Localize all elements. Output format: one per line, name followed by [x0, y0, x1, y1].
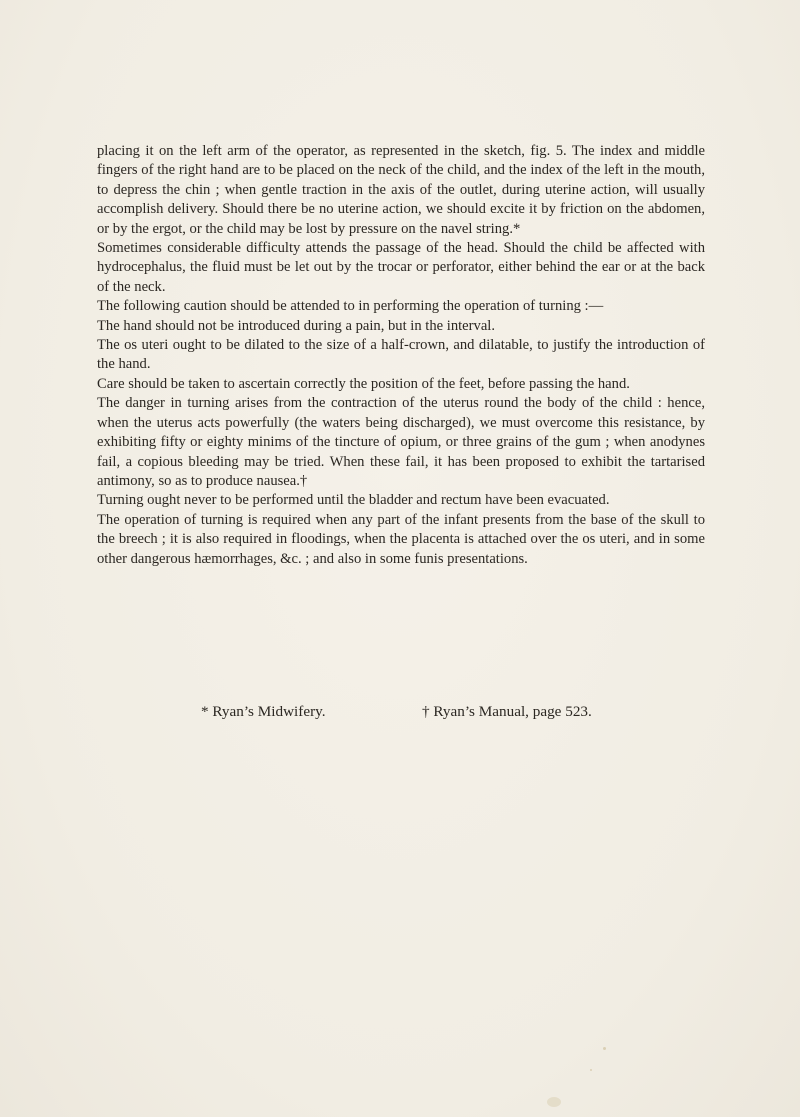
paragraph-2: Sometimes considerable difficulty attends the passage of the head. Should the child be affected with hydrocephalus, the fluid must be let out by the trocar or perforator, either behind the ear or at the back of the neck.	[97, 240, 705, 295]
paper-speck	[603, 1047, 606, 1050]
paragraph-8: Turning ought never to be performed until the bladder and rectum have been evacuated.	[97, 492, 610, 509]
paragraph-6: Care should be taken to ascertain correctly the position of the feet, before passing the hand.	[97, 375, 630, 392]
paragraph-1: placing it on the left arm of the operator, as represented in the sketch, fig. 5. The index and middle fingers of the right hand are to be placed on the neck of the child, and the index of the left in the mouth, to depress the chin ; when gentle traction in the axis of the outlet, during uterine action, will usually accomplish delivery. Should there be no uterine action, we should excite it by friction on the abdomen, or by the ergot, or the child may be lost by pressure on the navel string.*	[97, 143, 705, 237]
footnotes	[0, 703, 800, 725]
paragraph-3: The following caution should be attended to in performing the operation of turning :—	[97, 298, 604, 315]
footnote-ryans-manual: † Ryan’s Manual, page 523.	[422, 703, 592, 720]
body-text	[97, 142, 705, 569]
paragraph-4: The hand should not be introduced during a pain, but in the interval.	[97, 317, 495, 334]
paper-speck	[547, 1097, 561, 1107]
paragraph-9: The operation of turning is required when any part of the infant presents from the base of the skull to the breech ; it is also required in floodings, when the placenta is attached over the os uteri, and in some other dangerous hæmorrhages, &c. ; and also in some funis presentations.	[97, 511, 705, 567]
paragraph-5: The os uteri ought to be dilated to the size of a half-crown, and dilatable, to justify the introduction of the hand.	[97, 337, 705, 373]
paper-speck	[590, 1069, 592, 1071]
paragraph-7: The danger in turning arises from the contraction of the uterus round the body of the child : hence, when the uterus acts powerfully (the waters being discharged), we must overcome this resistance, by exhibiting fifty or eighty minims of the tincture of opium, or three grains of the gum ; when anodynes fail, a copious bleeding may be tried. When these fail, it has been proposed to exhibit the tartarised antimony, so as to produce nausea.†	[97, 395, 705, 489]
footnote-ryans-midwifery: * Ryan’s Midwifery.	[201, 703, 326, 720]
